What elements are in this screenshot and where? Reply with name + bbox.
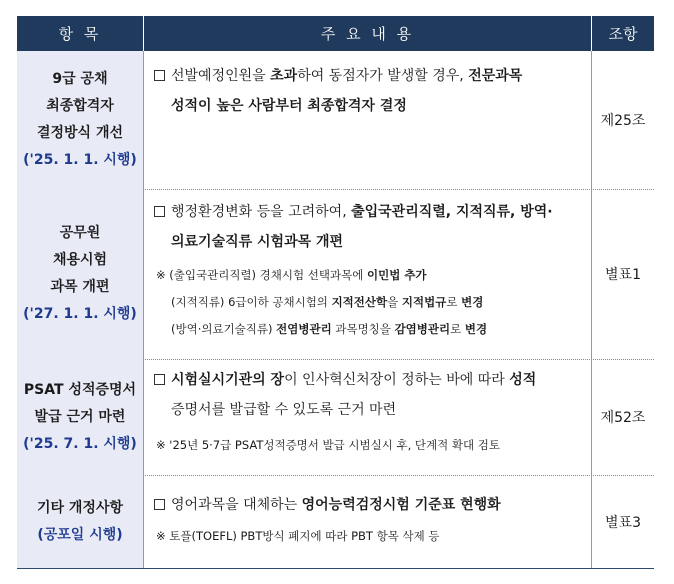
- table-row: [17, 359, 654, 475]
- row-label: [17, 189, 144, 359]
- text-segment: 영어능력검정시험 기준표 현행화: [301, 497, 501, 513]
- text-segment: 하여 동점자가 발생할 경우,: [297, 68, 469, 84]
- checkbox-bullet-icon: [154, 374, 165, 385]
- text-segment: ※ '25년 5·7급 PSAT성적증명서 발급 시범실시 후, 단계적 확대 검토: [156, 438, 501, 452]
- row-label: [17, 475, 144, 568]
- row-label-line: 결정방식 개선: [36, 125, 124, 141]
- text-segment: 출입국관리직렬, 지적직류, 방역·: [351, 204, 553, 220]
- reform-table: [17, 16, 654, 568]
- row-label-line: 9급 공채: [52, 71, 108, 87]
- article-ref: 별표3: [605, 514, 641, 531]
- article-ref: 제25조: [600, 113, 646, 129]
- header-item: 항 목: [17, 16, 144, 51]
- text-segment: ※ (출입국관리직렬) 경채시험 선택과목에: [156, 268, 367, 282]
- table-row: [17, 189, 654, 359]
- note-line: [156, 267, 427, 283]
- text-segment: 변경: [464, 322, 488, 336]
- row-content: [144, 359, 592, 475]
- header-article: 조항: [608, 25, 638, 43]
- text-segment: 행정환경변화 등을 고려하여,: [171, 204, 352, 220]
- content-line: [171, 231, 343, 251]
- note-line: [156, 528, 439, 544]
- table-row: [17, 51, 654, 189]
- text-segment: 증명서를 발급할 수 있도록 근거 마련: [171, 402, 397, 418]
- row-label: [17, 51, 144, 189]
- table-row: [17, 475, 654, 568]
- header-content: 주 요 내 용: [144, 16, 592, 51]
- table-header: [17, 16, 654, 51]
- row-label-line: 최종합격자: [46, 98, 114, 114]
- article-ref: 별표1: [605, 267, 641, 283]
- text-segment: 성적이 높은 사람부터 최종합격자 결정: [171, 98, 407, 114]
- text-segment: 시험실시기관의 장: [171, 372, 285, 388]
- checkbox-bullet-icon: [154, 499, 165, 510]
- effective-date: (공포일 시행): [37, 526, 123, 543]
- row-label-line: 공무원: [59, 225, 101, 241]
- checkbox-bullet-icon: [154, 70, 165, 81]
- text-segment: 영어과목을 대체하는: [171, 497, 302, 513]
- text-segment: 지적법규: [401, 295, 447, 309]
- text-segment: 성적: [509, 372, 537, 388]
- text-segment: 지적전산학: [331, 295, 388, 309]
- note-line: [171, 294, 483, 310]
- row-divider: [17, 568, 654, 569]
- text-segment: 이 인사혁신처장이 정하는 바에 따라: [284, 372, 510, 388]
- content-line: [154, 369, 536, 389]
- row-content: [144, 189, 592, 359]
- checkbox-bullet-icon: [154, 206, 165, 217]
- effective-date: ('25. 1. 1. 시행): [23, 152, 137, 168]
- text-segment: 이민법 추가: [366, 268, 427, 282]
- content-line: [154, 201, 553, 221]
- row-label-line: 채용시험: [52, 252, 108, 268]
- content-line: [171, 95, 407, 115]
- text-segment: 로: [450, 322, 465, 336]
- content-line: [171, 399, 396, 419]
- content-line: [154, 494, 501, 514]
- text-segment: 을: [387, 295, 402, 309]
- text-segment: 과목명칭을: [331, 322, 395, 336]
- row-label-line: 발급 근거 마련: [34, 408, 126, 425]
- article-ref: 제52조: [600, 410, 646, 426]
- text-segment: 변경: [461, 295, 484, 309]
- row-content: [144, 475, 592, 568]
- row-label: [17, 359, 144, 475]
- row-content: [144, 51, 592, 189]
- text-segment: 로: [446, 295, 462, 309]
- text-segment: 선발예정인원을: [171, 68, 271, 84]
- text-segment: 전염병관리: [276, 322, 332, 336]
- text-segment: (지적직류) 6급이하 공채시험의: [171, 295, 332, 309]
- note-line: [156, 437, 500, 453]
- row-label-line: 기타 개정사항: [36, 499, 124, 516]
- row-label-line: PSAT 성적증명서: [23, 381, 137, 398]
- text-segment: 감염병관리: [394, 322, 451, 336]
- effective-date: ('25. 7. 1. 시행): [23, 435, 137, 452]
- effective-date: ('27. 1. 1. 시행): [23, 306, 137, 322]
- content-line: [154, 65, 522, 85]
- note-line: [171, 321, 487, 337]
- text-segment: (방역·의료기술직류): [171, 322, 277, 336]
- text-segment: 초과: [270, 68, 298, 84]
- text-segment: 의료기술직류 시험과목 개편: [171, 234, 344, 250]
- row-label-line: 과목 개편: [50, 279, 110, 295]
- text-segment: 전문과목: [468, 68, 523, 84]
- text-segment: ※ 토플(TOEFL) PBT방식 폐지에 따라 PBT 항목 삭제 등: [156, 529, 440, 543]
